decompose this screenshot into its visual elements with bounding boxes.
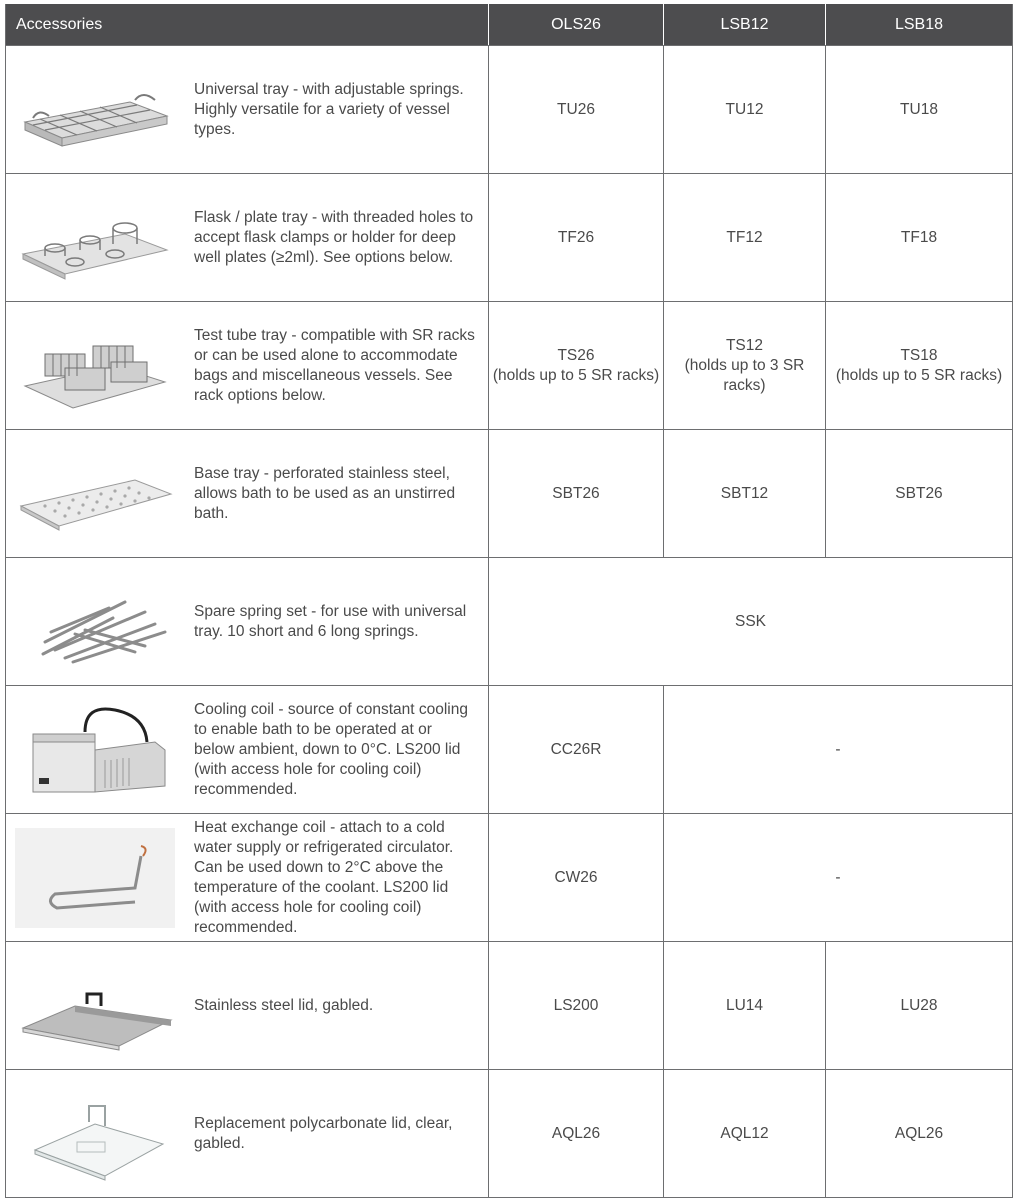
table-row	[6, 941, 1012, 1069]
cell-lsb-models: -	[663, 686, 1012, 813]
header-ols26: OLS26	[488, 4, 663, 45]
cell-lsb18: TU18	[825, 46, 1012, 173]
cell-code: TS18	[900, 346, 938, 364]
cell-all-models: SSK	[488, 558, 1012, 685]
cell-lsb-models: -	[663, 814, 1012, 941]
header-lsb12: LSB12	[663, 4, 825, 45]
cell-ols26: CW26	[488, 814, 663, 941]
row-description: Spare spring set - for use with universal tray. 10 short and 6 long springs.	[194, 602, 467, 640]
cell-lsb18: AQL26	[825, 1070, 1012, 1197]
cell-lsb18: TF18	[825, 174, 1012, 301]
header-lsb18: LSB18	[825, 4, 1012, 45]
header-accessories: Accessories	[16, 15, 103, 33]
cell-ols26: LS200	[488, 942, 663, 1069]
cell-lsb12: TU12	[663, 46, 825, 173]
heat-exchange-coil-image	[12, 823, 177, 933]
cell-ols26: TU26	[488, 46, 663, 173]
table-row	[6, 557, 1012, 685]
table-row	[6, 1069, 1012, 1197]
table-row	[6, 45, 1012, 173]
row-description: Flask / plate tray - with threaded holes to accept flask clamps or holder for deep well plates (≥2ml). See options below.	[194, 208, 474, 266]
cell-ols26: TF26	[488, 174, 663, 301]
cell-note: (holds up to 5 SR racks)	[835, 366, 1003, 384]
cell-code: TS12	[725, 336, 764, 354]
row-description: Test tube tray - compatible with SR racks or can be used alone to accommodate bags and miscellaneous vessels. See rack options below.	[194, 326, 475, 404]
cell-lsb18: LU28	[825, 942, 1012, 1069]
cell-note: (holds up to 5 SR racks)	[492, 366, 660, 384]
table-row	[6, 429, 1012, 557]
cell-lsb18	[825, 302, 1012, 429]
table-row	[6, 685, 1012, 813]
row-description: Heat exchange coil - attach to a cold water supply or refrigerated circulator. Can be used down to 2°C above the temperature of the coolant. LS200 lid (with access hole for cooling coil) recommended.	[194, 818, 454, 936]
cell-ols26: CC26R	[488, 686, 663, 813]
table-row	[6, 173, 1012, 301]
test-tube-tray-image	[12, 311, 177, 421]
row-description: Replacement polycarbonate lid, clear, gabled.	[194, 1114, 453, 1152]
cell-lsb12: LU14	[663, 942, 825, 1069]
polycarbonate-lid-image	[12, 1079, 177, 1189]
row-description: Stainless steel lid, gabled.	[194, 996, 374, 1014]
table-row	[6, 813, 1012, 941]
cell-note: (holds up to 3 SR racks)	[684, 356, 805, 394]
cell-ols26: SBT26	[488, 430, 663, 557]
accessories-table	[5, 4, 1013, 1198]
cooling-coil-image	[12, 695, 177, 805]
cell-ols26	[488, 302, 663, 429]
cell-code: TS26	[557, 346, 595, 364]
steel-lid-image	[12, 951, 177, 1061]
universal-tray-image	[12, 55, 177, 165]
cell-lsb12: AQL12	[663, 1070, 825, 1197]
table-header	[6, 4, 1012, 45]
cell-lsb12: SBT12	[663, 430, 825, 557]
row-description: Universal tray - with adjustable springs. Highly versatile for a variety of vessel types.	[194, 80, 464, 138]
cell-ols26: AQL26	[488, 1070, 663, 1197]
cell-lsb12	[663, 302, 825, 429]
cell-lsb18: SBT26	[825, 430, 1012, 557]
cell-lsb12: TF12	[663, 174, 825, 301]
spring-set-image	[12, 567, 177, 677]
row-description: Base tray - perforated stainless steel, allows bath to be used as an unstirred bath.	[194, 464, 456, 522]
row-description: Cooling coil - source of constant cooling to enable bath to be operated at or below ambient, down to 0°C. LS200 lid (with access hole for cooling coil) recommended.	[194, 700, 468, 798]
table-row	[6, 301, 1012, 429]
flask-plate-tray-image	[12, 183, 177, 293]
base-tray-image	[12, 439, 177, 549]
